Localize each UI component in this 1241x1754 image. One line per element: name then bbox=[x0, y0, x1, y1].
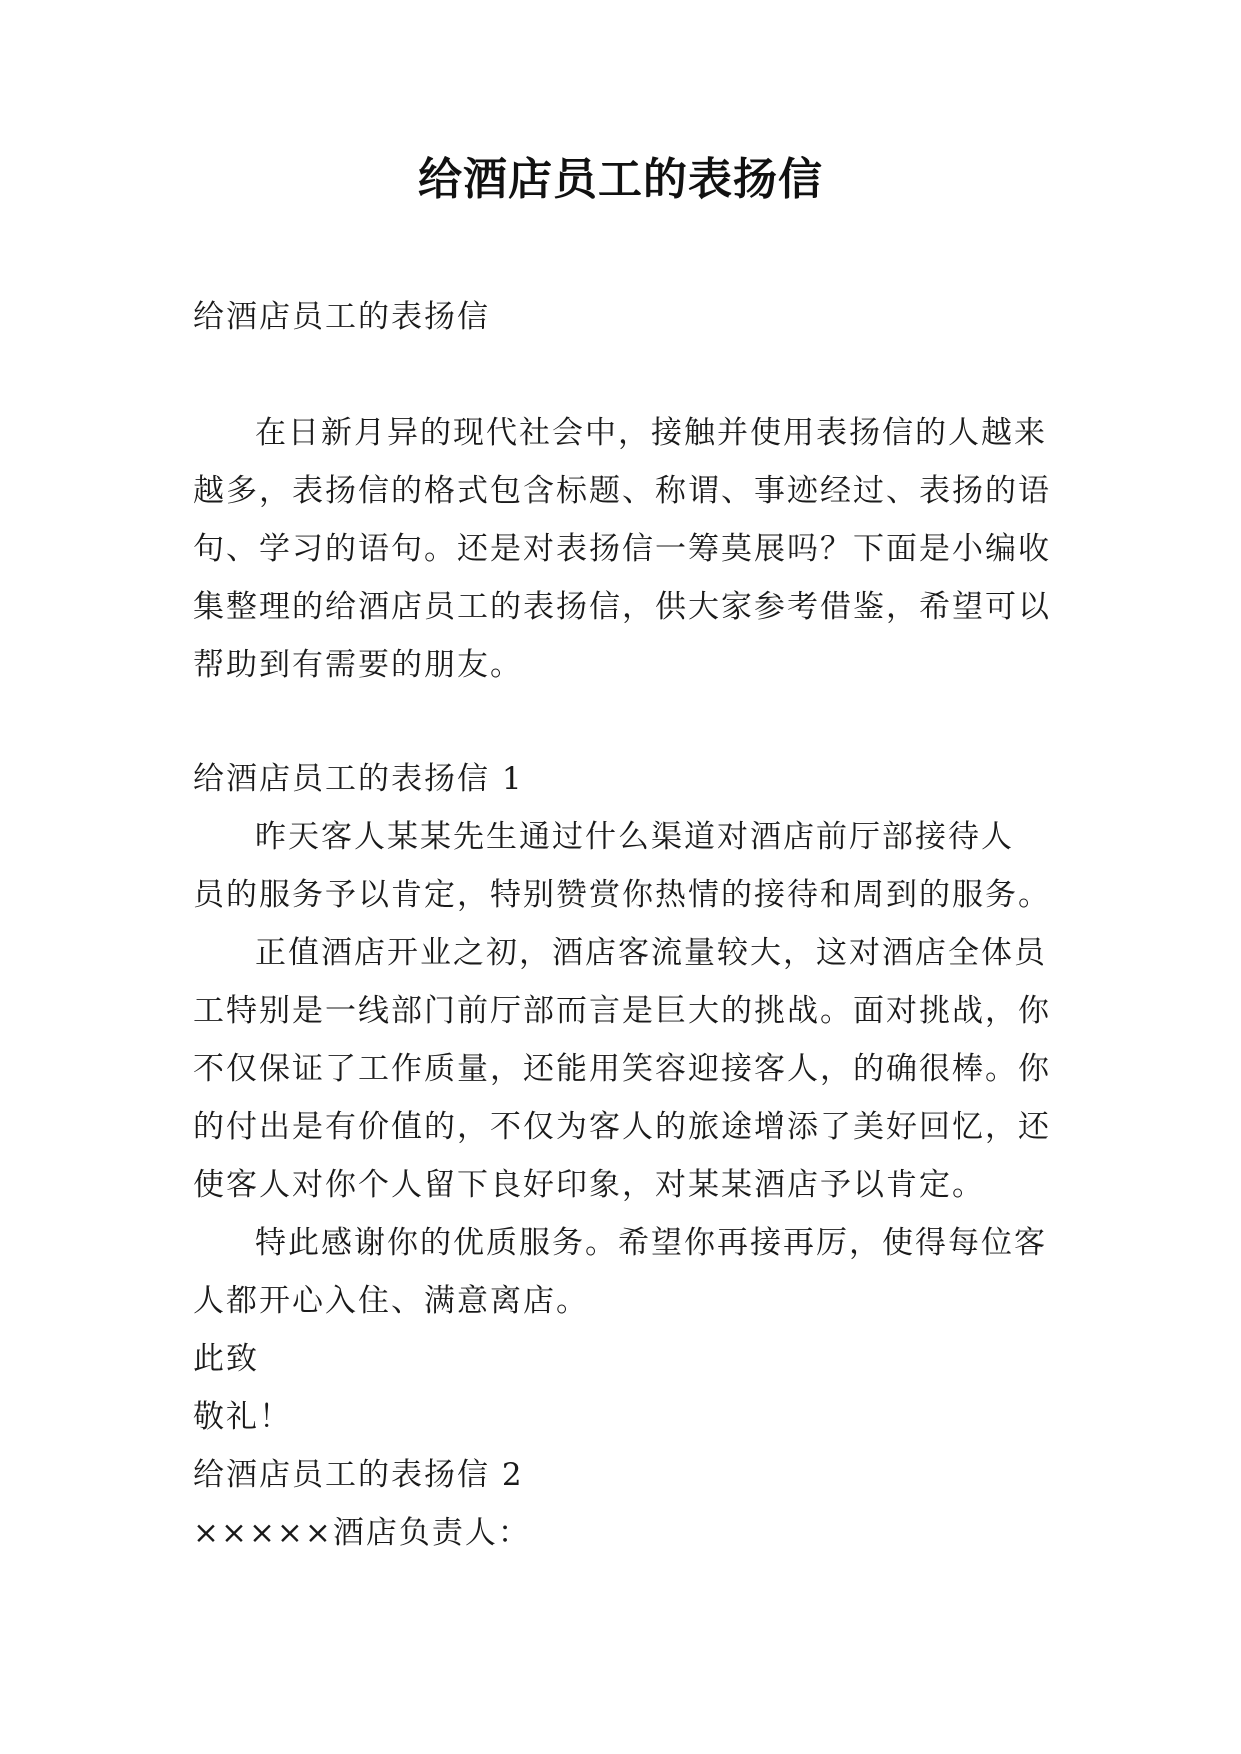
letter1-line: 昨天客人某某先生通过什么渠道对酒店前厅部接待人 bbox=[255, 819, 1014, 855]
intro-line: 在日新月异的现代社会中，接触并使用表扬信的人越来 bbox=[255, 415, 1047, 451]
letter1-line: 的付出是有价值的，不仅为客人的旅途增添了美好回忆，还 bbox=[193, 1109, 1051, 1145]
intro-paragraph bbox=[193, 404, 1053, 694]
document-title: 给酒店员工的表扬信 bbox=[418, 154, 823, 205]
letter1-paragraph-1 bbox=[193, 808, 1053, 924]
intro-line: 集整理的给酒店员工的表扬信，供大家参考借鉴，希望可以 bbox=[193, 589, 1051, 625]
letter1-paragraph-3 bbox=[193, 1214, 1053, 1330]
letter1-line: 工特别是一线部门前厅部而言是巨大的挑战。面对挑战，你 bbox=[193, 993, 1051, 1029]
letter1-line: 正值酒店开业之初，酒店客流量较大，这对酒店全体员 bbox=[255, 935, 1047, 971]
letter1-line: 员的服务予以肯定，特别赞赏你热情的接待和周到的服务。 bbox=[193, 877, 1051, 913]
letter1-line: 特此感谢你的优质服务。希望你再接再厉，使得每位客 bbox=[255, 1225, 1047, 1261]
letter2-salutation: ×××××酒店负责人： bbox=[193, 1515, 531, 1551]
subtitle: 给酒店员工的表扬信 bbox=[193, 299, 490, 335]
letter1-paragraph-2 bbox=[193, 924, 1053, 1214]
letter1-closing-regards: 此致 bbox=[193, 1341, 259, 1377]
intro-line: 越多，表扬信的格式包含标题、称谓、事迹经过、表扬的语 bbox=[193, 473, 1051, 509]
letter1-closing-salute: 敬礼！ bbox=[193, 1399, 292, 1435]
letter1-line: 不仅保证了工作质量，还能用笑容迎接客人，的确很棒。你 bbox=[193, 1051, 1051, 1087]
letter1-line: 使客人对你个人留下良好印象，对某某酒店予以肯定。 bbox=[193, 1167, 985, 1203]
document-body bbox=[193, 288, 1053, 1562]
letter1-line: 人都开心入住、满意离店。 bbox=[193, 1283, 589, 1319]
letter1-heading: 给酒店员工的表扬信 1 bbox=[193, 761, 524, 797]
intro-line: 句、学习的语句。还是对表扬信一筹莫展吗？下面是小编收 bbox=[193, 531, 1051, 567]
intro-line: 帮助到有需要的朋友。 bbox=[193, 647, 523, 683]
letter2-heading: 给酒店员工的表扬信 2 bbox=[193, 1457, 524, 1493]
